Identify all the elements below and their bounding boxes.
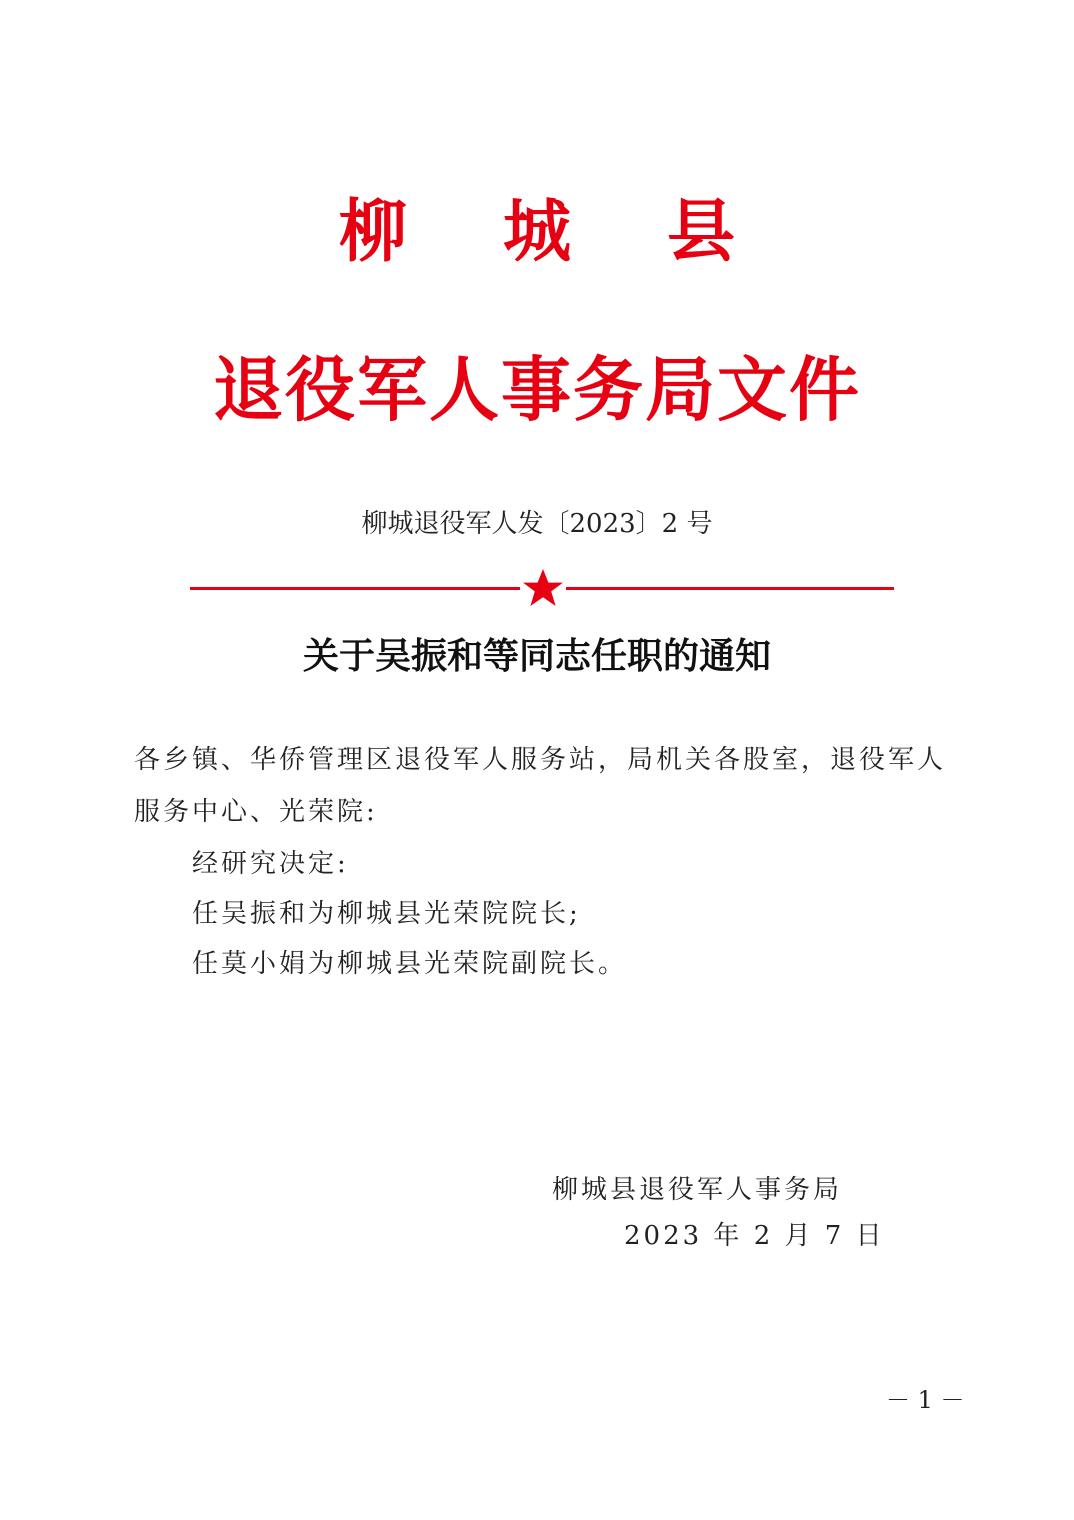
- divider-line-left: [190, 587, 520, 590]
- document-title: 关于吴振和等同志任职的通知: [302, 635, 771, 677]
- org-name-line2: 退役军人事务局文件: [213, 348, 861, 431]
- body-paragraph: 经研究决定:: [192, 849, 349, 879]
- addressee-line-2: 服务中心、光荣院:: [134, 797, 378, 827]
- star-icon: [520, 568, 566, 608]
- body-paragraph: 任莫小娟为柳城县光荣院副院长。: [192, 949, 628, 979]
- addressee-line-1: 各乡镇、华侨管理区退役军人服务站，局机关各股室，退役军人: [134, 745, 947, 775]
- page-number: － 1 －: [886, 1386, 965, 1414]
- issue-date: 2023 年 2 月 7 日: [624, 1221, 885, 1251]
- divider-line-right: [566, 587, 894, 590]
- org-name-line1: 柳城县: [338, 192, 831, 272]
- issuer-signature: 柳城县退役军人事务局: [552, 1175, 843, 1205]
- document-number: 柳城退役军人发〔2023〕2 号: [361, 509, 713, 539]
- red-divider: [190, 568, 894, 608]
- body-paragraph: 任吴振和为柳城县光荣院院长;: [192, 899, 581, 929]
